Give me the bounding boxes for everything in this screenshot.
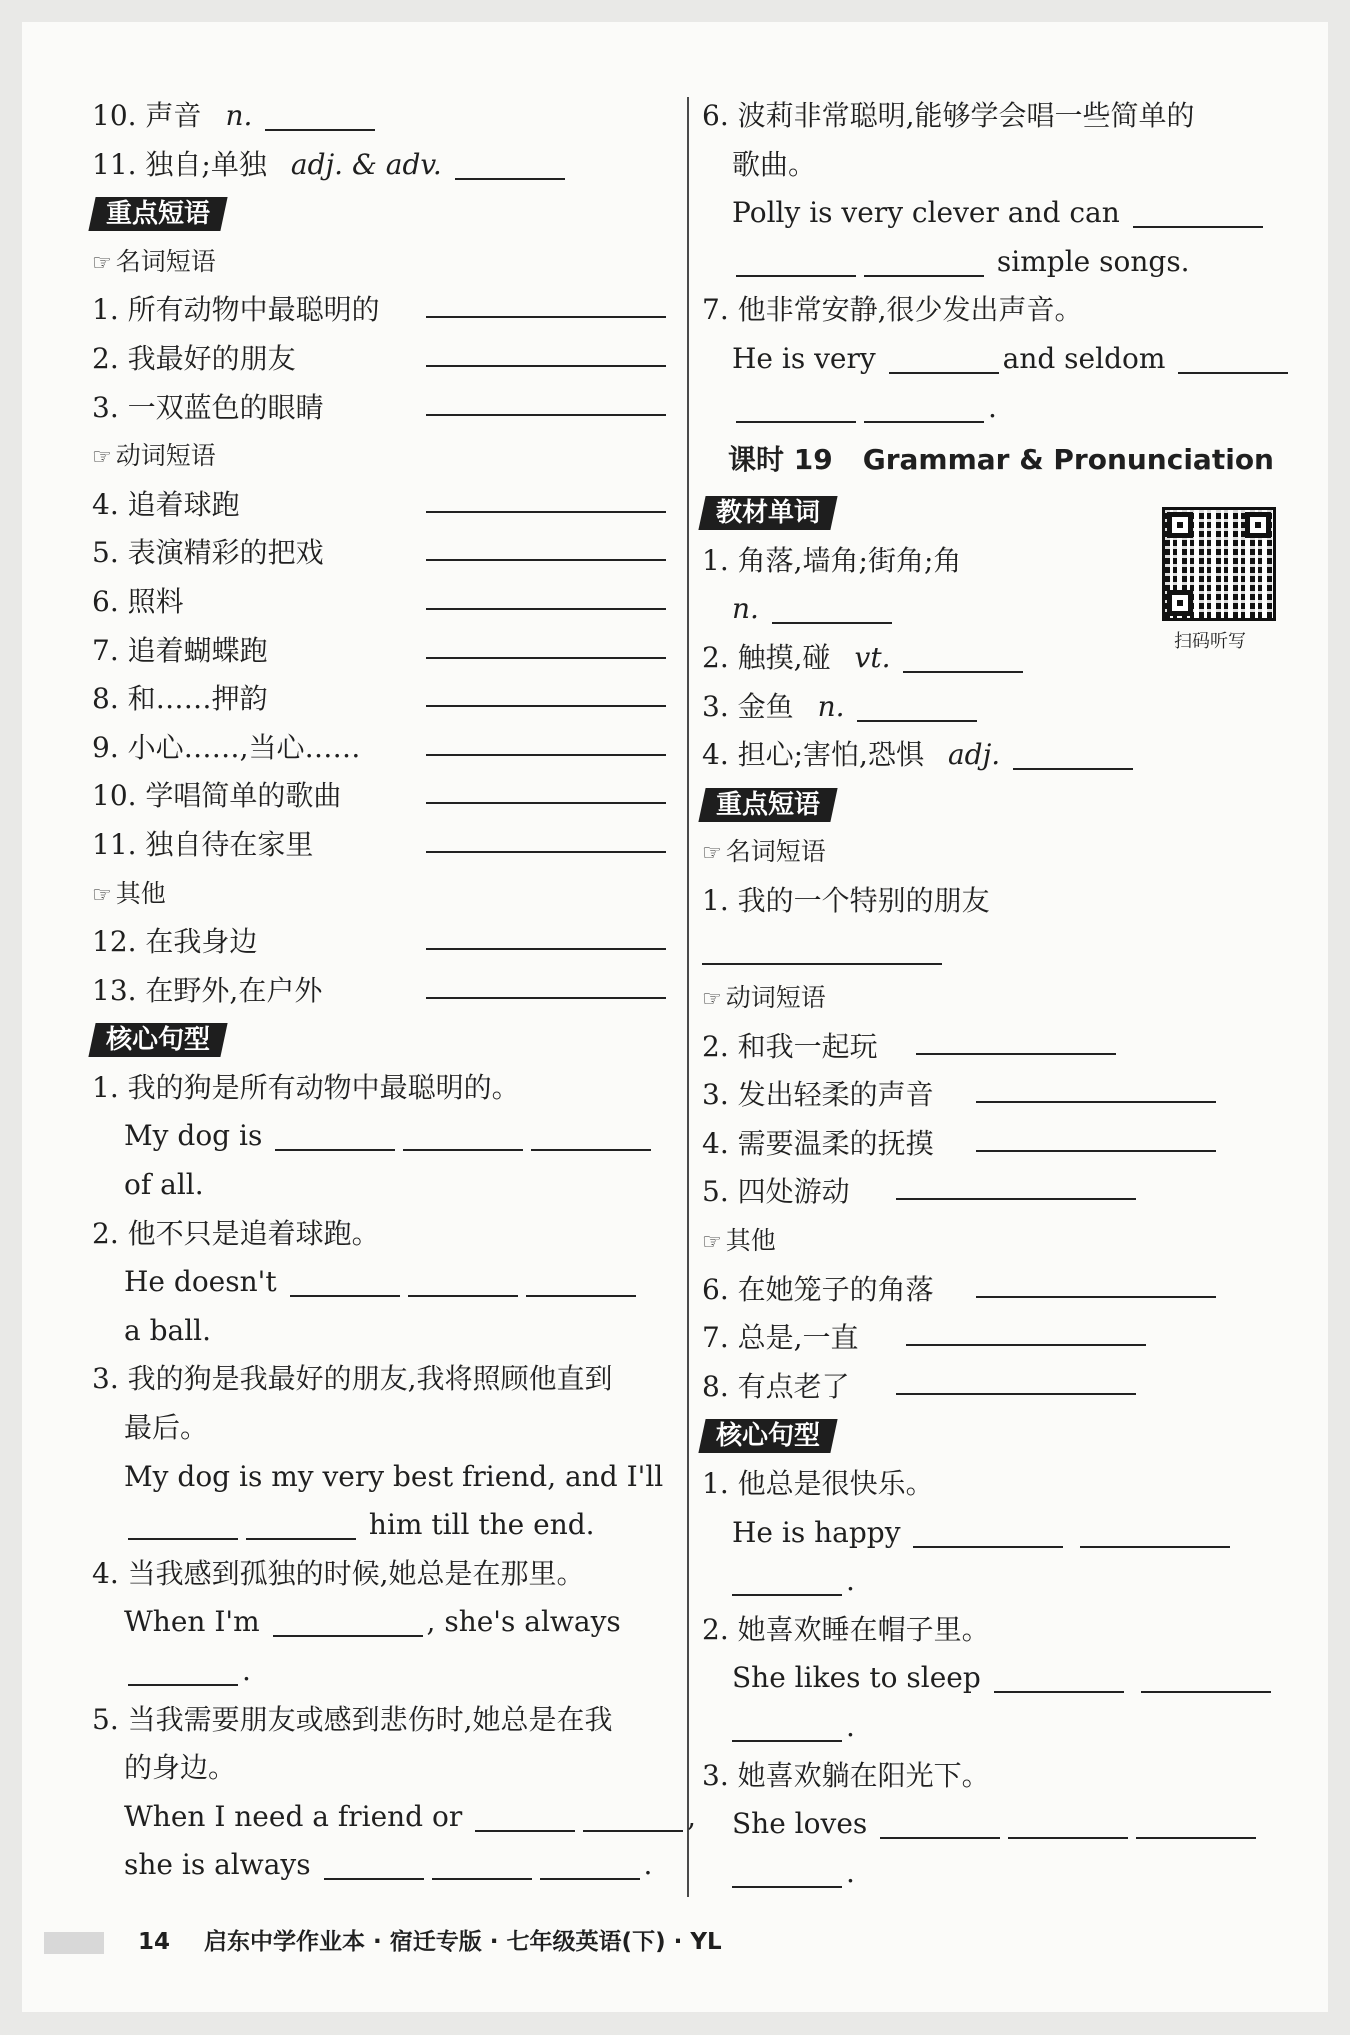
answer-blank[interactable] (526, 1265, 636, 1297)
answer-blank[interactable] (1008, 1807, 1128, 1839)
left-column (92, 92, 697, 1890)
sentence-en: He doesn't (92, 1258, 672, 1307)
vocab-item: 11. 独自;单独 adj. & adv. (92, 141, 672, 190)
answer-blank[interactable] (1133, 196, 1263, 228)
answer-blank[interactable] (426, 286, 666, 318)
phrase-item: 5. 四处游动 (702, 1168, 1282, 1217)
section-badge: 核心句型 (698, 1419, 837, 1453)
answer-blank[interactable] (1013, 738, 1133, 770)
answer-blank[interactable] (426, 481, 666, 513)
sentence-en: My dog is (92, 1112, 672, 1161)
phrase-item: 2. 我最好的朋友 (92, 335, 672, 384)
answer-blank[interactable] (324, 1848, 424, 1880)
vocab-item: 2. 触摸,碰 vt. (702, 634, 1282, 683)
answer-blank[interactable] (732, 1710, 842, 1742)
phrase-item: 2. 和我一起玩 (702, 1023, 1282, 1072)
answer-blank[interactable] (128, 1508, 238, 1540)
phrase-item: 3. 发出轻柔的声音 (702, 1071, 1282, 1120)
sentence-en: My dog is my very best friend, and I'll (124, 1459, 664, 1493)
column-divider (687, 97, 689, 1897)
sentence-cn: 最后。 (124, 1411, 209, 1445)
answer-blank[interactable] (432, 1848, 532, 1880)
answer-blank[interactable] (1141, 1661, 1271, 1693)
sentence-en: . (702, 384, 1282, 433)
sentence-en: When I'm , she's always (124, 1605, 621, 1639)
answer-blank[interactable] (455, 148, 565, 180)
decorative-bar (44, 1932, 104, 1954)
subsection-label: ☞ 动词短语 (92, 441, 216, 471)
answer-blank[interactable] (916, 1023, 1116, 1055)
sentence-en: He is very and seldom (702, 335, 1282, 384)
pointing-hand-icon: ☞ (702, 987, 722, 1013)
phrase-item (702, 926, 1282, 975)
phrase-item: 12. 在我身边 (92, 918, 672, 967)
sentence-en: . (702, 1557, 1282, 1606)
sentence-cn: 1. 我的狗是所有动物中最聪明的。 (92, 1070, 520, 1104)
answer-blank[interactable] (736, 391, 856, 423)
vocab-item: 4. 担心;害怕,恐惧 adj. (702, 731, 1282, 780)
phrase-item: 8. 和……押韵 (92, 675, 672, 724)
sentence-cn: 歌曲。 (732, 147, 817, 181)
sentence-cn: 2. 她喜欢睡在帽子里。 (702, 1612, 990, 1646)
phrase-item: 8. 有点老了 (702, 1363, 1282, 1412)
sentence-cn: 4. 当我感到孤独的时候,她总是在那里。 (92, 1556, 585, 1590)
phrase-item: 11. 独自待在家里 (92, 821, 672, 870)
book-title: 启东中学作业本 · 宿迁专版 · 七年级英语(下) · YL (204, 1929, 722, 1955)
subsection-label: ☞ 其他 (92, 878, 166, 908)
sentence-cn: 的身边。 (124, 1751, 237, 1785)
section-badge: 重点短语 (88, 197, 227, 231)
pointing-hand-icon: ☞ (702, 841, 722, 867)
answer-blank[interactable] (426, 918, 666, 950)
sentence-cn: 6. 波莉非常聪明,能够学会唱一些简单的 (702, 99, 1195, 132)
section-header (702, 1411, 1282, 1460)
phrase-item: 3. 一双蓝色的眼睛 (92, 384, 672, 433)
answer-blank[interactable] (736, 245, 856, 277)
sentence-en: she is always . (124, 1848, 653, 1882)
phrase-item: 5. 表演精彩的把戏 (92, 529, 672, 578)
answer-blank[interactable] (896, 1168, 1136, 1200)
sentence-en: . (702, 1849, 1282, 1898)
answer-blank[interactable] (976, 1266, 1216, 1298)
sentence-cn: 3. 我的狗是我最好的朋友,我将照顾他直到 (92, 1362, 613, 1396)
answer-blank[interactable] (403, 1119, 523, 1151)
sentence-en: She loves (702, 1800, 1282, 1849)
sentence-en: When I need a friend or , (124, 1799, 697, 1833)
answer-blank[interactable] (265, 99, 375, 131)
answer-blank[interactable] (531, 1119, 651, 1151)
sentence-cn: 3. 她喜欢躺在阳光下。 (702, 1758, 990, 1792)
phrase-item: 6. 在她笼子的角落 (702, 1266, 1282, 1315)
workbook-page (22, 22, 1328, 2012)
section-header (702, 780, 1282, 829)
answer-blank[interactable] (702, 933, 942, 965)
phrase-item: 4. 需要温柔的抚摸 (702, 1120, 1282, 1169)
vocab-item: 1. 角落,墙角;街角;角 (702, 543, 962, 577)
answer-blank[interactable] (540, 1848, 640, 1880)
qr-caption: 扫码听写 (1174, 631, 1246, 652)
phrase-item: 13. 在野外,在户外 (92, 967, 672, 1016)
subsection-label: ☞ 名词短语 (702, 837, 826, 867)
answer-blank[interactable] (475, 1800, 575, 1832)
phrase-item: 6. 照料 (92, 578, 672, 627)
page-footer (44, 1922, 722, 1962)
answer-blank[interactable] (1178, 342, 1288, 374)
pointing-hand-icon: ☞ (92, 445, 112, 471)
qr-code-icon[interactable] (1162, 507, 1276, 621)
lesson-title: 课时 19 Grammar & Pronunciation (728, 443, 1274, 477)
section-badge: 教材单词 (698, 496, 837, 530)
sentence-en: . (702, 1703, 1282, 1752)
pointing-hand-icon: ☞ (92, 882, 112, 908)
answer-blank[interactable] (583, 1800, 683, 1832)
phrase-item: 7. 总是,一直 (702, 1314, 1282, 1363)
sentence-cn: 7. 他非常安静,很少发出声音。 (702, 293, 1083, 327)
answer-blank[interactable] (426, 627, 666, 659)
answer-blank[interactable] (426, 335, 666, 367)
answer-blank[interactable] (913, 1516, 1063, 1548)
answer-blank[interactable] (889, 342, 999, 374)
answer-blank[interactable] (906, 1314, 1146, 1346)
answer-blank[interactable] (976, 1071, 1216, 1103)
answer-blank[interactable] (732, 1856, 842, 1888)
answer-blank[interactable] (426, 675, 666, 707)
answer-blank[interactable] (1136, 1807, 1256, 1839)
answer-blank[interactable] (864, 391, 984, 423)
answer-blank[interactable] (426, 967, 666, 999)
sentence-cn: 2. 他不只是追着球跑。 (92, 1216, 380, 1250)
answer-blank[interactable] (290, 1265, 400, 1297)
phrase-item: 9. 小心……,当心…… (92, 724, 672, 773)
vocab-item: 10. 声音 n. (92, 92, 672, 141)
phrase-item: 7. 追着蝴蝶跑 (92, 627, 672, 676)
answer-blank[interactable] (857, 690, 977, 722)
sentence-en: He is happy (702, 1509, 1282, 1558)
subsection-label: ☞ 其他 (702, 1226, 776, 1256)
answer-blank[interactable] (426, 578, 666, 610)
page-number: 14 (138, 1929, 171, 1955)
sentence-en: simple songs. (702, 238, 1282, 287)
phrase-item: 4. 追着球跑 (92, 481, 672, 530)
answer-blank[interactable] (880, 1807, 1000, 1839)
answer-blank[interactable] (772, 592, 892, 624)
answer-blank[interactable] (732, 1564, 842, 1596)
answer-blank[interactable] (426, 384, 666, 416)
answer-blank[interactable] (273, 1605, 423, 1637)
section-badge: 重点短语 (698, 788, 837, 822)
answer-blank[interactable] (426, 724, 666, 756)
answer-blank[interactable] (408, 1265, 518, 1297)
sentence-en: Polly is very clever and can (702, 189, 1282, 238)
vocab-item: 3. 金鱼 n. (702, 683, 1282, 732)
answer-blank[interactable] (128, 1654, 238, 1686)
answer-blank[interactable] (976, 1120, 1216, 1152)
sentence-cn: 1. 他总是很快乐。 (702, 1467, 934, 1501)
subsection-label: ☞ 名词短语 (92, 246, 216, 276)
sentence-en: She likes to sleep (702, 1654, 1282, 1703)
answer-blank[interactable] (426, 772, 666, 804)
pointing-hand-icon: ☞ (702, 1230, 722, 1256)
answer-blank[interactable] (1080, 1516, 1230, 1548)
phrase-item: 1. 所有动物中最聪明的 (92, 286, 672, 335)
section-badge: 核心句型 (88, 1023, 227, 1057)
answer-blank[interactable] (903, 641, 1023, 673)
right-column (702, 92, 1282, 1897)
phrase-item: 10. 学唱简单的歌曲 (92, 772, 672, 821)
section-header (92, 189, 672, 238)
answer-blank[interactable] (426, 821, 666, 853)
sentence-en: of all. (124, 1168, 204, 1202)
phrase-item: 1. 我的一个特别的朋友 (702, 883, 990, 917)
sentence-en: him till the end. (92, 1501, 672, 1550)
answer-blank[interactable] (246, 1508, 356, 1540)
section-header (92, 1015, 672, 1064)
answer-blank[interactable] (896, 1363, 1136, 1395)
answer-blank[interactable] (864, 245, 984, 277)
answer-blank[interactable] (426, 529, 666, 561)
pointing-hand-icon: ☞ (92, 250, 112, 276)
subsection-label: ☞ 动词短语 (702, 983, 826, 1013)
sentence-en: . (92, 1647, 672, 1696)
sentence-en: a ball. (124, 1313, 212, 1347)
answer-blank[interactable] (994, 1661, 1124, 1693)
answer-blank[interactable] (275, 1119, 395, 1151)
vocab-item: n. (702, 585, 1282, 634)
sentence-cn: 5. 当我需要朋友或感到悲伤时,她总是在我 (92, 1702, 613, 1736)
